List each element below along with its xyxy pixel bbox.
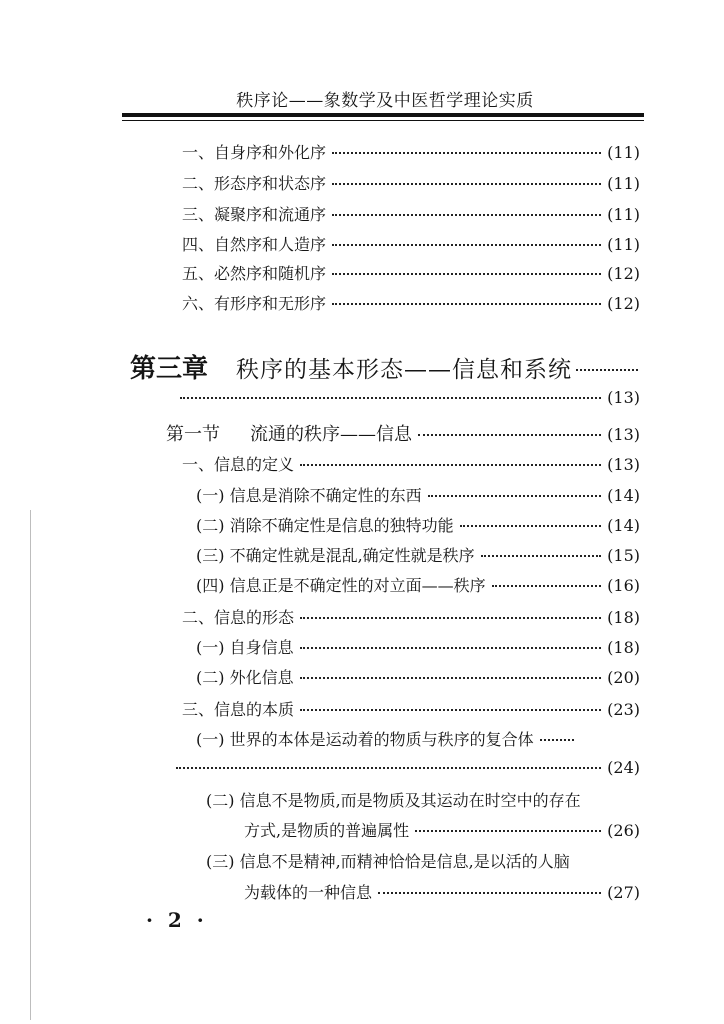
section-title: 流通的秩序——信息 — [250, 424, 412, 445]
leader-dots — [300, 676, 602, 679]
leader-dots — [378, 891, 601, 894]
section-number: 第一节 — [166, 424, 220, 445]
leader-dots — [418, 433, 601, 436]
toc-entry[interactable] — [196, 573, 640, 596]
toc-entry-label: 六、有形序和无形序 — [182, 294, 327, 313]
toc-entry-page: (23) — [607, 700, 640, 719]
toc-entry-page: (14) — [607, 486, 640, 505]
toc-entry-label: 为载体的一种信息 — [244, 883, 373, 902]
toc-entry-continuation[interactable] — [176, 758, 640, 777]
toc-entry-page: (20) — [607, 668, 640, 687]
leader-dots — [332, 213, 601, 216]
toc-entry-label: 一、自身序和外化序 — [182, 143, 327, 162]
leader-dots — [332, 302, 601, 305]
leader-dots — [428, 494, 602, 497]
toc-entry[interactable] — [182, 291, 640, 314]
toc-entry-page: (11) — [607, 143, 640, 162]
toc-entry[interactable] — [182, 232, 640, 255]
leader-dots — [332, 243, 601, 246]
toc-entry[interactable] — [182, 261, 640, 284]
leader-dots — [481, 554, 601, 557]
toc-entry-label: 一、信息的定义 — [182, 455, 295, 474]
toc-entry-page: (27) — [607, 883, 640, 902]
leader-dots — [300, 616, 601, 619]
scan-edge-line — [30, 510, 31, 1020]
toc-entry-page: (13) — [607, 455, 640, 474]
toc-entry-page: (12) — [607, 294, 640, 313]
leader-dots — [332, 272, 601, 275]
toc-entry-page: (11) — [607, 205, 640, 224]
toc-entry[interactable] — [182, 202, 640, 225]
leader-dots — [415, 829, 601, 832]
toc-entry-page: (14) — [607, 516, 640, 535]
chapter-page-line[interactable] — [180, 388, 640, 407]
toc-entry-label: (一) 信息是消除不确定性的东西 — [196, 486, 422, 505]
chapter-page: (13) — [607, 388, 640, 407]
toc-entry[interactable] — [182, 697, 640, 720]
toc-entry-page: (11) — [607, 235, 640, 254]
header-rule-thick — [122, 113, 644, 117]
leader-dots — [300, 708, 601, 711]
toc-entry[interactable] — [182, 452, 640, 475]
toc-entry-label: 二、信息的形态 — [182, 608, 295, 627]
toc-entry[interactable] — [196, 483, 640, 506]
leader-dots — [300, 646, 602, 649]
leader-dots — [332, 151, 601, 154]
toc-entry-continuation[interactable] — [244, 880, 640, 903]
toc-entry-page: (18) — [607, 638, 640, 657]
toc-entry-multiline[interactable] — [196, 727, 640, 750]
leader-dots — [180, 396, 601, 399]
toc-entry[interactable] — [182, 171, 640, 194]
toc-entry-page: (26) — [607, 821, 640, 840]
toc-entry-label: 二、形态序和状态序 — [182, 174, 327, 193]
toc-entry[interactable] — [196, 635, 640, 658]
toc-entry[interactable] — [196, 665, 640, 688]
toc-entry-continuation[interactable] — [244, 818, 640, 841]
toc-entry-label: 五、必然序和随机序 — [182, 264, 327, 283]
leader-dots — [540, 738, 574, 741]
toc-entry-label[interactable]: (三) 信息不是精神,而精神恰恰是信息,是以活的人脑 — [206, 852, 570, 871]
page-number: · 2 · — [146, 908, 208, 932]
leader-dots — [492, 584, 602, 587]
toc-entry-label: (四) 信息正是不确定性的对立面——秩序 — [196, 576, 486, 595]
chapter-title: 秩序的基本形态——信息和系统 — [236, 357, 573, 383]
leader-dots — [300, 463, 601, 466]
section-page: (13) — [607, 425, 640, 444]
toc-entry-label: (一) 自身信息 — [196, 638, 294, 657]
leader-dots — [576, 369, 638, 371]
leader-dots — [460, 524, 602, 527]
toc-entry-label: (二) 消除不确定性是信息的独特功能 — [196, 516, 454, 535]
toc-entry-label[interactable]: (二) 信息不是物质,而是物质及其运动在时空中的存在 — [206, 791, 581, 810]
toc-entry[interactable] — [182, 605, 640, 628]
toc-entry-page: (11) — [607, 174, 640, 193]
header-rule-thin — [122, 120, 644, 121]
toc-entry[interactable] — [182, 140, 640, 163]
toc-entry-label: 三、信息的本质 — [182, 700, 295, 719]
toc-entry-label: (一) 世界的本体是运动着的物质与秩序的复合体 — [196, 730, 534, 749]
chapter-heading[interactable] — [130, 348, 638, 385]
toc-entry-label: 三、凝聚序和流通序 — [182, 205, 327, 224]
toc-entry-page: (16) — [607, 576, 640, 595]
toc-entry-page: (24) — [607, 758, 640, 777]
running-header-title: 秩序论——象数学及中医哲学理论实质 — [236, 91, 534, 111]
toc-entry-label: (二) 外化信息 — [196, 668, 294, 687]
chapter-number: 第三章 — [130, 354, 209, 384]
toc-entry-label: 四、自然序和人造序 — [182, 235, 327, 254]
toc-entry[interactable] — [196, 543, 640, 566]
toc-entry-label: (三) 不确定性就是混乱,确定性就是秩序 — [196, 546, 475, 565]
toc-entry[interactable] — [196, 513, 640, 536]
section-entry[interactable] — [166, 420, 640, 446]
leader-dots — [332, 182, 601, 185]
leader-dots — [176, 766, 601, 769]
toc-entry-page: (18) — [607, 608, 640, 627]
toc-entry-page: (15) — [607, 546, 640, 565]
toc-entry-label: 方式,是物质的普遍属性 — [244, 821, 410, 840]
toc-entry-page: (12) — [607, 264, 640, 283]
